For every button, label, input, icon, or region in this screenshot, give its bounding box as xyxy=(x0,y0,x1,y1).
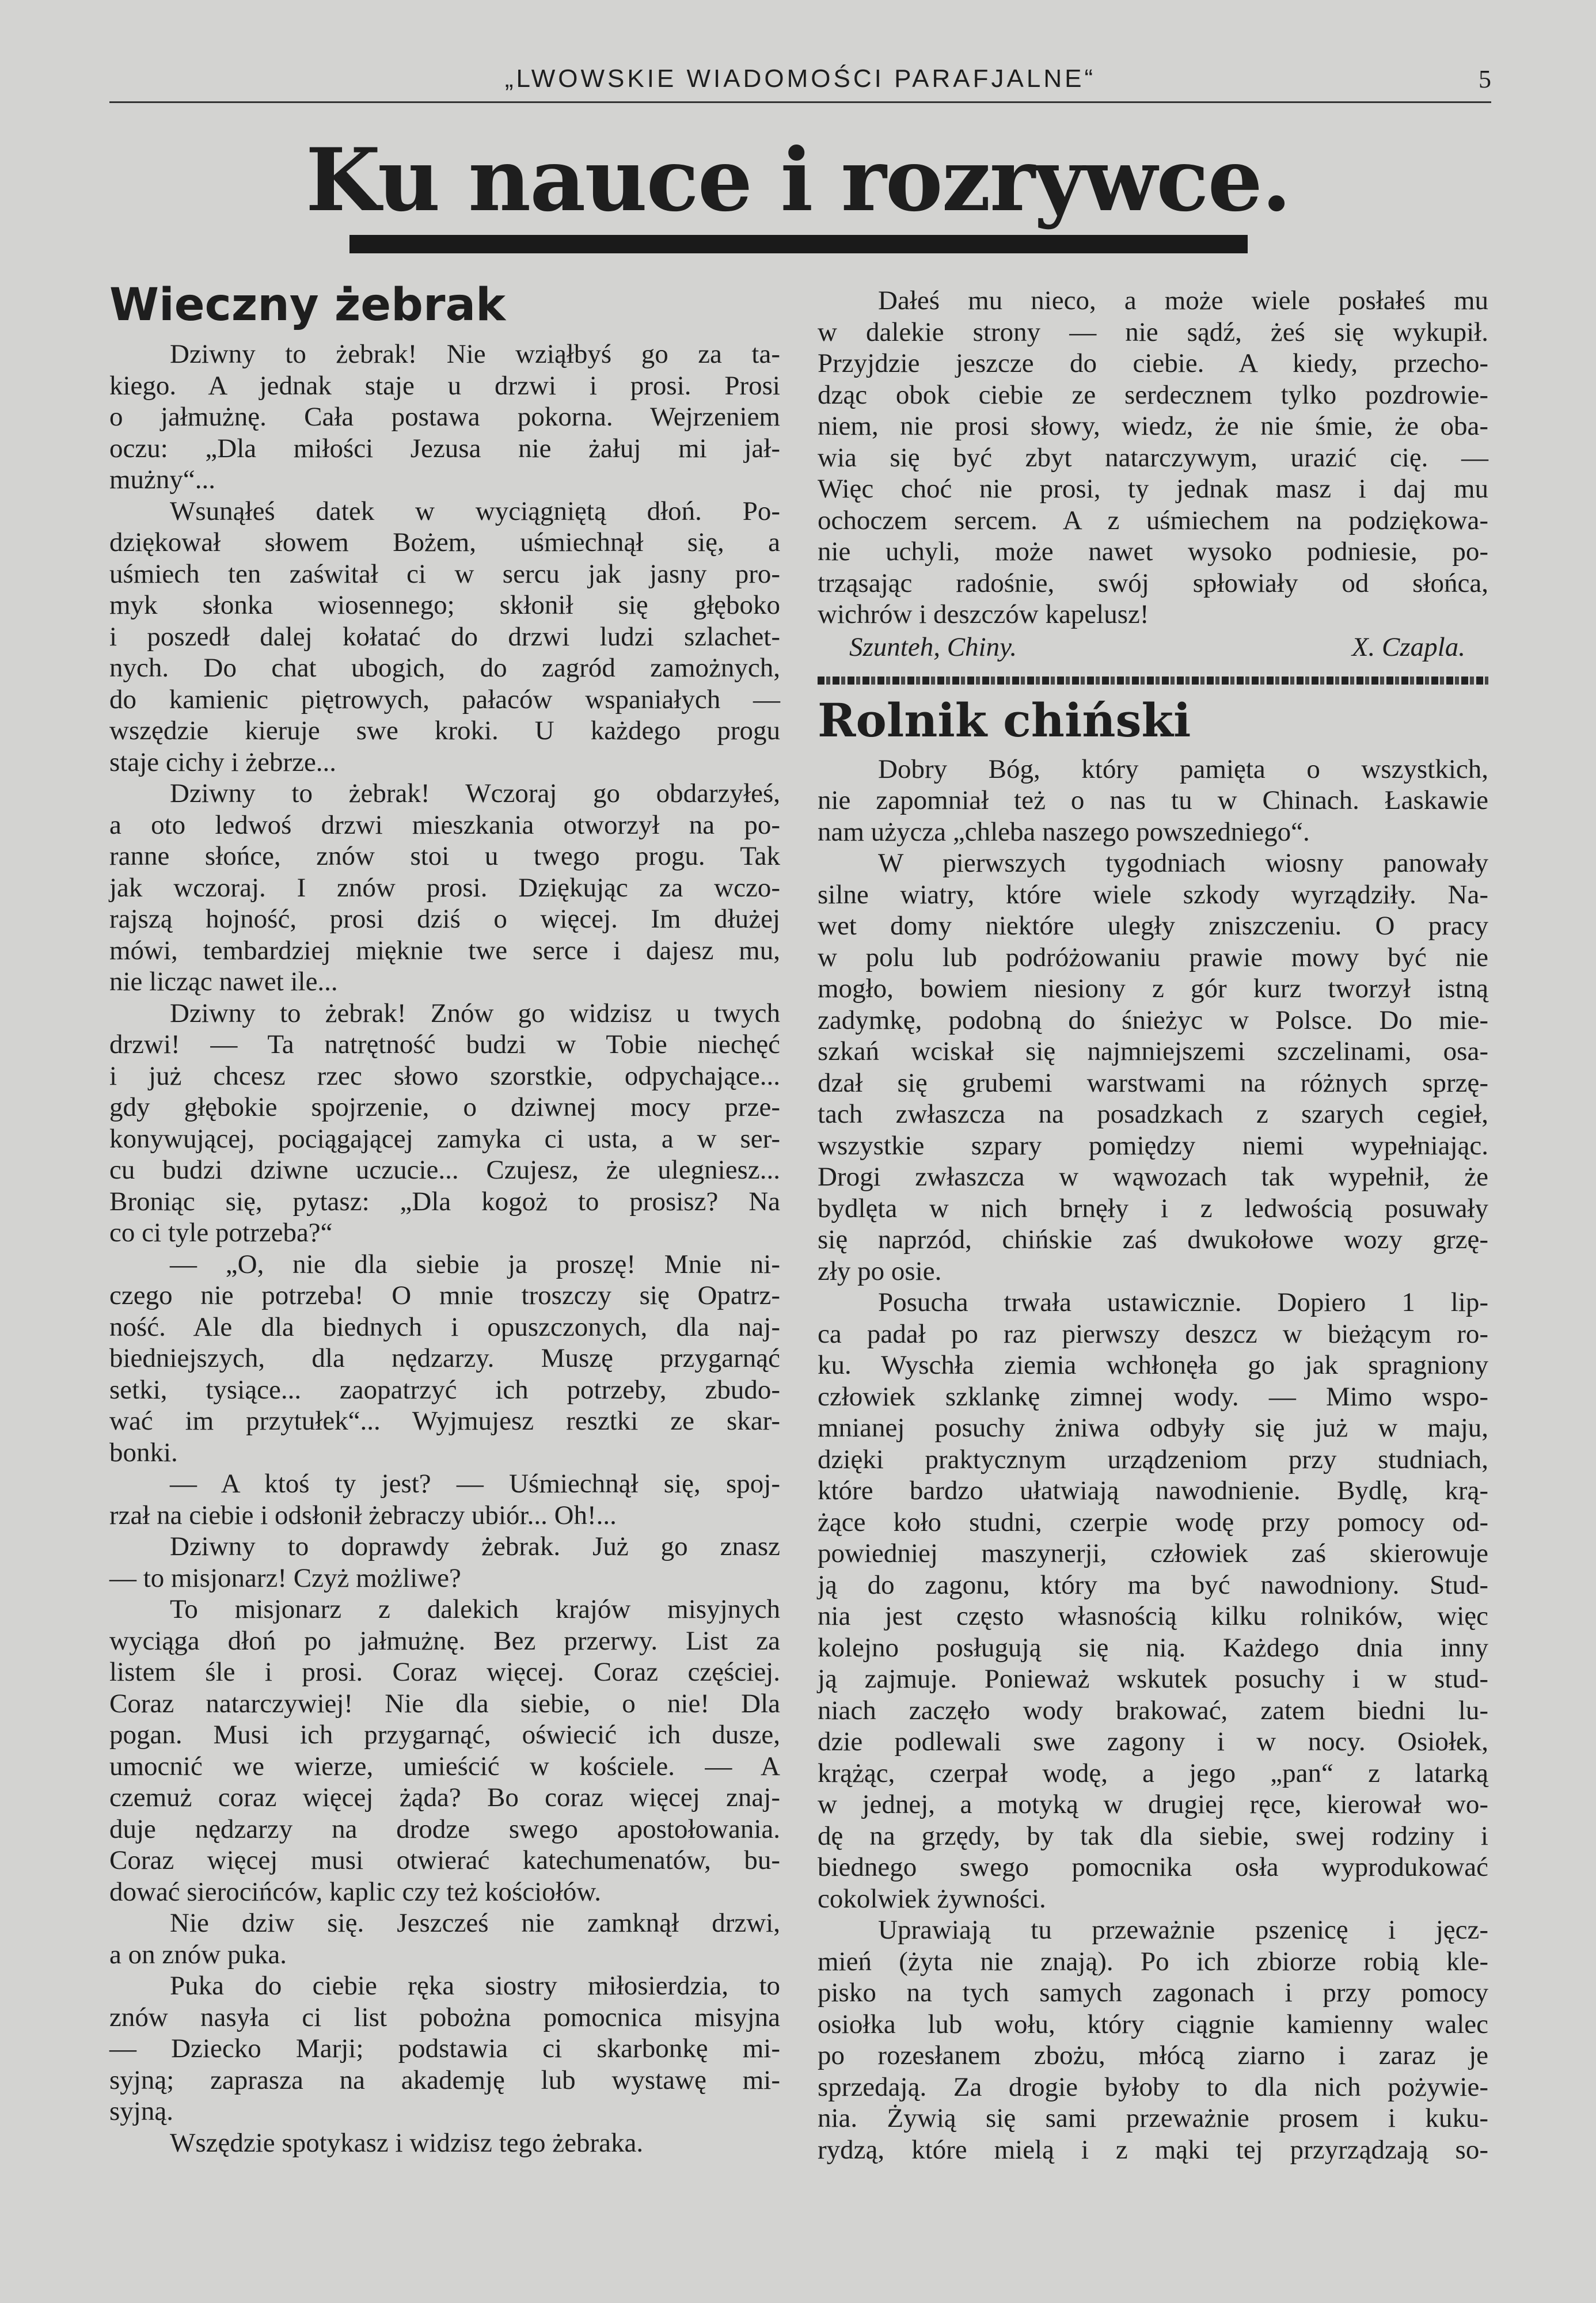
text-line: wszystkie szpary pomiędzy niemi wypełniając. xyxy=(818,1130,1488,1161)
text-line: czego nie potrzeba! O mnie troszczy się Opatrz- xyxy=(109,1280,780,1310)
text-line: ją zajmuje. Ponieważ wskutek posuchy i w stud- xyxy=(818,1664,1488,1694)
text-line: — A ktoś ty jest? — Uśmiechnął się, spoj- xyxy=(170,1469,780,1499)
text-line: drzwi! — Ta natrętność budzi w Tobie niechęć xyxy=(109,1029,780,1059)
text-line: wyciąga dłoń po jałmużnę. Bez przerwy. List za xyxy=(109,1625,780,1656)
text-line: do kamienic piętrowych, pałaców wspaniałych — xyxy=(109,684,780,715)
text-line: ność. Ale dla biednych i opuszczonych, dla naj- xyxy=(109,1312,780,1342)
text-line: Nie dziw się. Jeszcześ nie zamknął drzwi, xyxy=(170,1908,780,1938)
text-line: w dalekie strony — nie sądź, żeś się wykupił. xyxy=(818,317,1488,347)
text-line: rzał na ciebie i odsłonił żebraczy ubiór... Oh!... xyxy=(109,1500,617,1530)
text-line: Uprawiają tu przeważnie pszenicę i jęcz- xyxy=(878,1915,1488,1945)
paragraph xyxy=(818,754,1488,848)
text-line: myk słonka wiosennego; skłonił się głęboko xyxy=(109,590,780,620)
header-rule xyxy=(109,101,1491,103)
text-line: Coraz natarczywiej! Nie dla siebie, o nie! Dla xyxy=(109,1688,780,1719)
text-line: Wszędzie spotykasz i widzisz tego żebraka. xyxy=(170,2127,644,2158)
paragraph xyxy=(109,1249,780,1469)
text-line: Dziwny to żebrak! Wczoraj go obdarzyłeś, xyxy=(170,778,780,808)
text-line: mień (żyta nie znają). Po ich zbiorze robią kle- xyxy=(818,1946,1488,1977)
text-line: mówi, tembardziej mięknie twe serce i dajesz mu, xyxy=(109,935,780,966)
text-line: wszędzie kieruje swe kroki. U każdego progu xyxy=(109,716,780,746)
text-line: bydlęta w nich brnęły i z ledwością posuwały xyxy=(818,1193,1488,1223)
section-title: Ku nauce i rozrywce. xyxy=(305,130,1291,231)
page-number: 5 xyxy=(1479,65,1491,93)
text-line: dzie podlewali swe zagony i w nocy. Osiołek, xyxy=(818,1727,1488,1757)
paragraph xyxy=(109,496,780,778)
text-line: dować sierocińców, kaplic czy też kościołów. xyxy=(109,1876,601,1907)
text-line: silne wiatry, które wiele szkody wyrządziły. Na- xyxy=(818,879,1488,910)
text-line: dzał się grubemi warstwami na różnych sprzę- xyxy=(818,1067,1488,1098)
paragraph xyxy=(109,2127,780,2159)
text-line: Dziwny to żebrak! Znów go widzisz u twych xyxy=(170,998,780,1028)
text-line: wia się być zbyt natarczywym, urazić cię. — xyxy=(818,442,1488,473)
text-line: wać im przytułek“... Wyjmujesz resztki ze skar- xyxy=(109,1406,780,1436)
text-line: czemuż coraz więcej żąda? Bo coraz więcej znaj- xyxy=(109,1783,780,1812)
text-line: wet domy niektóre uległy zniszczeniu. O pracy xyxy=(818,911,1488,941)
text-line: dzięki praktycznym urządzeniom przy studniach, xyxy=(818,1444,1488,1474)
ornamental-divider xyxy=(818,677,1488,685)
paragraph xyxy=(818,285,1488,630)
text-line: Dobry Bóg, który pamięta o wszystkich, xyxy=(878,754,1488,784)
text-line: cokolwiek żywności. xyxy=(818,1883,1046,1914)
text-line: setki, tysiące... zaopatrzyć ich potrzeby, zbudo- xyxy=(109,1374,780,1405)
text-line: bonki. xyxy=(109,1437,178,1468)
text-line: ją do zagonu, który ma być nawodniony. Stud- xyxy=(818,1569,1488,1600)
text-line: żące koło studni, czerpie wodę przy pomocy od- xyxy=(818,1507,1488,1537)
article-title-wieczny-zebrak: Wieczny żebrak xyxy=(109,279,506,331)
text-line: biednego swego pomocnika osła wyprodukować xyxy=(818,1852,1488,1882)
text-line: Drogi zwłaszcza w wąwozach tak wypełnił, że xyxy=(818,1162,1488,1192)
paragraph xyxy=(109,1531,780,1594)
text-line: niach zaczęło wody brakować, zatem biedni lu- xyxy=(818,1695,1488,1726)
text-line: syjną. xyxy=(109,2096,173,2126)
paragraph xyxy=(109,1907,780,1970)
text-line: gdy głębokie spojrzenie, o dziwnej mocy prze- xyxy=(109,1092,780,1122)
text-line: — „O, nie dla siebie ja proszę! Mnie ni- xyxy=(170,1249,780,1279)
text-line: szkań wciskał się najmniejszemi szczelinami, osa- xyxy=(818,1036,1488,1066)
text-line: a oto ledwoś drzwi mieszkania otworzył na po- xyxy=(109,810,780,840)
text-line: trząsając radośnie, swój spłowiały od słońca, xyxy=(818,568,1488,598)
text-line: jak wczoraj. I znów prosi. Dziękując za wczo- xyxy=(109,872,780,903)
text-line: w polu lub podróżowaniu prawie mowy być nie xyxy=(818,942,1488,972)
text-line: w jednej, a motyką w drugiej ręce, kierował wo- xyxy=(818,1789,1488,1819)
text-line: dząc obok ciebie ze serdecznem tylko pozdrowie- xyxy=(818,379,1488,410)
text-line: umocnić we wierze, umieścić w kościele. — A xyxy=(109,1751,780,1781)
text-line: zły po osie. xyxy=(818,1256,942,1286)
text-line: W pierwszych tygodniach wiosny panowały xyxy=(878,848,1488,878)
text-line: duje nędzarzy na drodze swego apostołowania. xyxy=(109,1814,780,1844)
text-line: co ci tyle potrzeba?“ xyxy=(109,1218,333,1248)
paragraph xyxy=(818,848,1488,1287)
text-line: wichrów i deszczów kapelusz! xyxy=(818,599,1149,629)
text-line: Więc choć nie prosi, ty jednak masz i daj mu xyxy=(818,474,1488,504)
paragraph xyxy=(818,1287,1488,1914)
text-line: Puka do ciebie ręka siostry miłosierdzia, to xyxy=(170,1971,780,2001)
text-line: mogło, bowiem niesiony z gór kurz tworzył istną xyxy=(818,974,1488,1004)
signature-place: Szunteh, Chiny. xyxy=(849,632,1017,662)
text-line: pisko na tych samych zagonach i przy pomocy xyxy=(818,1978,1488,2008)
text-line: Dziwny to doprawdy żebrak. Już go znasz xyxy=(170,1531,780,1561)
text-line: uśmiech ten zaświtał ci w sercu jak jasny pro- xyxy=(109,558,780,589)
text-line: mużny“... xyxy=(109,465,216,495)
paragraph xyxy=(109,1468,780,1531)
article-title-rolnik-chinski: Rolnik chiński xyxy=(818,693,1191,747)
text-line: ranne słońce, znów stoi u twego progu. Tak xyxy=(109,841,780,871)
text-line: ca padał po raz pierwszy deszcz w bieżącym ro- xyxy=(818,1318,1488,1349)
text-line: rajszą hojność, prosi dziś o więcej. Im dłużej xyxy=(109,904,780,934)
text-line: człowiek szklankę zimnej wody. — Mimo wspo- xyxy=(818,1381,1488,1412)
text-line: mnianej posuchy żniwa odbyły się już w maju, xyxy=(818,1413,1488,1443)
text-line: które bardzo ułatwiają nawodnienie. Bydlę, krą- xyxy=(818,1476,1488,1506)
text-line: niem, nie prosi słowy, wiedz, że nie śmie, że oba- xyxy=(818,411,1488,441)
text-line: i już chcesz rzec słowo szorstkie, odpychające... xyxy=(109,1061,780,1091)
text-line: Wsunąłeś datek w wyciągniętą dłoń. Po- xyxy=(170,496,780,526)
text-line: biedniejszych, dla nędzarzy. Muszę przygarnąć xyxy=(109,1343,780,1373)
text-line: pogan. Musi ich przygarnąć, oświecić ich dusze, xyxy=(109,1720,780,1750)
text-line: tach zwłaszcza na posadzkach z szarych cegieł, xyxy=(818,1099,1488,1129)
text-line: się naprzód, chińskie zaś dwukołowe wozy grzę- xyxy=(818,1225,1488,1255)
text-line: zadymkę, podobną do śnieżyc w Polsce. Do mie- xyxy=(818,1005,1488,1035)
paragraph xyxy=(109,778,780,998)
journal-title: „LWOWSKIE WIADOMOŚCI PARAFJALNE“ xyxy=(504,64,1096,93)
text-line: ochoczem sercem. A z uśmiechem na podziękowa- xyxy=(818,505,1488,535)
text-line: — to misjonarz! Czyż możliwe? xyxy=(109,1563,461,1593)
text-line: po rozesłanem zbożu, młócą ziarno i zaraz je xyxy=(818,2040,1488,2070)
text-line: powiedniej maszynerji, człowiek zaś skierowuje xyxy=(818,1538,1488,1568)
text-line: Przyjdzie jeszcze do ciebie. A kiedy, przecho- xyxy=(818,348,1488,378)
title-underline-bar xyxy=(349,235,1248,253)
text-line: sprzedają. Za drogie byłoby to dla nich pożywie- xyxy=(818,2072,1488,2102)
text-line: i poszedł dalej kołatać do drzwi ludzi szlachet- xyxy=(109,621,780,652)
text-line: Posucha trwała ustawicznie. Dopiero 1 lip- xyxy=(878,1287,1488,1317)
article-body xyxy=(109,339,780,2158)
text-line: dziękował słowem Bożem, uśmiechnął się, a xyxy=(109,527,780,557)
text-line: listem śle i prosi. Coraz więcej. Coraz częściej. xyxy=(109,1657,780,1687)
text-line: — Dziecko Marji; podstawia ci skarbonkę mi- xyxy=(109,2034,780,2063)
text-line: nia. Żywią się sami przeważnie prosem i kuku- xyxy=(818,2103,1488,2133)
text-line: nie zapomniał też o nas tu w Chinach. Łaskawie xyxy=(818,785,1488,815)
right-column xyxy=(818,285,1488,2165)
text-line: staje cichy i żebrze... xyxy=(109,747,337,777)
text-line: Coraz więcej musi otwierać katechumenatów, bu- xyxy=(109,1845,780,1875)
text-line: nia jest często własnością kilku rolników, więc xyxy=(818,1601,1488,1631)
text-line: Broniąc się, pytasz: „Dla kogoż to prosisz? Na xyxy=(109,1186,780,1217)
signature-author: X. Czapla. xyxy=(1351,632,1465,662)
text-line: konywującej, pociągającej zamyka ci usta, a w ser- xyxy=(109,1123,780,1154)
paragraph xyxy=(109,1594,780,1907)
text-line: nie licząc nawet ile... xyxy=(109,967,338,997)
text-line: nam użycza „chleba naszego powszedniego“. xyxy=(818,816,1310,847)
running-header xyxy=(109,64,1491,99)
text-line: oczu: „Dla miłości Jezusa nie żałuj mi jał- xyxy=(109,433,780,463)
text-line: Dziwny to żebrak! Nie wziąłbyś go za ta- xyxy=(170,339,780,369)
article-body xyxy=(818,754,1488,2166)
text-line: Dałeś mu nieco, a może wiele posłałeś mu xyxy=(878,286,1488,316)
text-line: ku. Wyschła ziemia wchłonęła go jak spragniony xyxy=(818,1350,1488,1380)
text-line: syjną; zaprasza na akademję lub wystawę mi- xyxy=(109,2065,780,2095)
text-line: krążąc, czerpał wodę, a jego „pan“ z latarką xyxy=(818,1758,1488,1788)
text-line: dę na grzędy, by tak dla siebie, swej rodziny i xyxy=(818,1821,1488,1851)
text-line: o jałmużnę. Cała postawa pokorna. Wejrzeniem xyxy=(109,402,780,432)
article-signature xyxy=(818,630,1488,664)
text-line: a on znów puka. xyxy=(109,1939,287,1970)
paragraph xyxy=(109,1970,780,2127)
paragraph xyxy=(818,1914,1488,2165)
text-line: kiego. A jednak staje u drzwi i prosi. Prosi xyxy=(109,370,780,401)
paragraph xyxy=(109,998,780,1249)
left-column xyxy=(109,276,780,2158)
text-line: nych. Do chat ubogich, do zagród zamożnych, xyxy=(109,653,780,683)
text-line: To misjonarz z dalekich krajów misyjnych xyxy=(170,1594,780,1624)
text-line: nie uchyli, może nawet wysoko podniesie, po- xyxy=(818,537,1488,567)
text-line: znów nasyła ci list pobożna pomocnica misyjna xyxy=(109,2002,780,2032)
text-line: osiołka lub wołu, który ciągnie kamienny walec xyxy=(818,2009,1488,2039)
paragraph xyxy=(109,339,780,496)
text-line: rydzą, które mielą i z mąki tej przyrządzają so- xyxy=(818,2134,1488,2165)
text-line: cu budzi dziwne uczucie... Czujesz, że ulegniesz... xyxy=(109,1155,780,1185)
text-line: kolejno posługują się nią. Każdego dnia inny xyxy=(818,1632,1488,1663)
article-continuation xyxy=(818,285,1488,630)
